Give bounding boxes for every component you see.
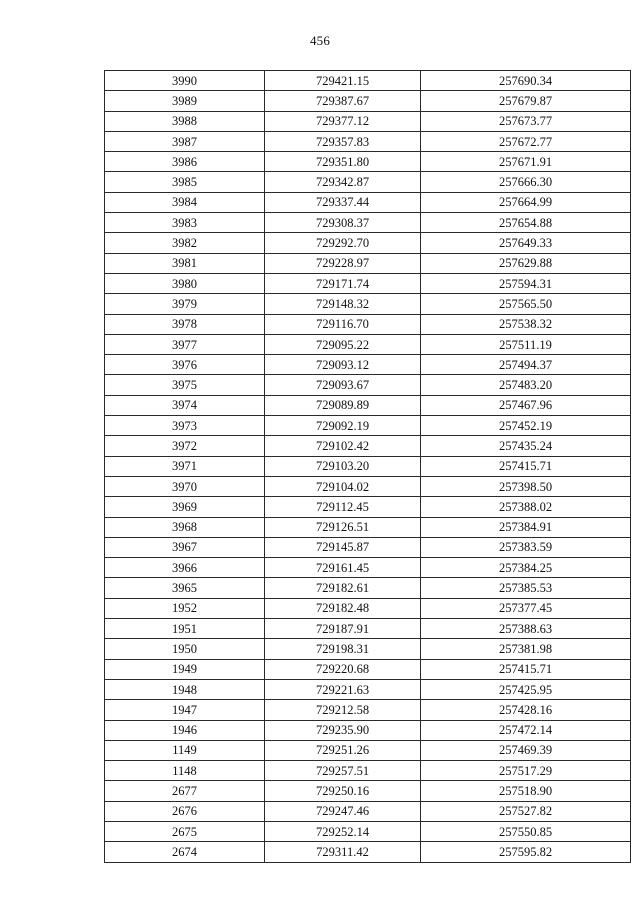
y-coordinate-cell: 257381.98 (421, 639, 631, 659)
x-coordinate-cell: 729161.45 (265, 558, 421, 578)
x-coordinate-cell: 729247.46 (265, 801, 421, 821)
table-row (105, 375, 631, 395)
point-number-cell: 3985 (105, 172, 265, 192)
x-coordinate-cell: 729337.44 (265, 192, 421, 212)
x-coordinate-cell: 729221.63 (265, 679, 421, 699)
x-coordinate-cell: 729212.58 (265, 700, 421, 720)
table-row (105, 700, 631, 720)
x-coordinate-cell: 729182.48 (265, 598, 421, 618)
coordinates-table-body (105, 71, 631, 863)
table-row (105, 355, 631, 375)
x-coordinate-cell: 729103.20 (265, 456, 421, 476)
x-coordinate-cell: 729198.31 (265, 639, 421, 659)
page-number: 456 (309, 33, 331, 48)
point-number-cell: 3988 (105, 111, 265, 131)
x-coordinate-cell: 729095.22 (265, 334, 421, 354)
x-coordinate-cell: 729187.91 (265, 619, 421, 639)
point-number-cell: 3973 (105, 416, 265, 436)
y-coordinate-cell: 257472.14 (421, 720, 631, 740)
y-coordinate-cell: 257654.88 (421, 213, 631, 233)
table-row (105, 111, 631, 131)
y-coordinate-cell: 257550.85 (421, 821, 631, 841)
table-row (105, 91, 631, 111)
x-coordinate-cell: 729235.90 (265, 720, 421, 740)
table-row (105, 476, 631, 496)
table-row (105, 720, 631, 740)
table-row (105, 761, 631, 781)
y-coordinate-cell: 257594.31 (421, 273, 631, 293)
table-row (105, 842, 631, 862)
y-coordinate-cell: 257518.90 (421, 781, 631, 801)
x-coordinate-cell: 729377.12 (265, 111, 421, 131)
point-number-cell: 3976 (105, 355, 265, 375)
x-coordinate-cell: 729089.89 (265, 395, 421, 415)
y-coordinate-cell: 257377.45 (421, 598, 631, 618)
y-coordinate-cell: 257384.25 (421, 558, 631, 578)
x-coordinate-cell: 729387.67 (265, 91, 421, 111)
table-row (105, 537, 631, 557)
point-number-cell: 3975 (105, 375, 265, 395)
y-coordinate-cell: 257435.24 (421, 436, 631, 456)
x-coordinate-cell: 729145.87 (265, 537, 421, 557)
y-coordinate-cell: 257388.02 (421, 497, 631, 517)
x-coordinate-cell: 729220.68 (265, 659, 421, 679)
x-coordinate-cell: 729351.80 (265, 152, 421, 172)
x-coordinate-cell: 729257.51 (265, 761, 421, 781)
table-row (105, 497, 631, 517)
y-coordinate-cell: 257385.53 (421, 578, 631, 598)
table-row (105, 801, 631, 821)
x-coordinate-cell: 729126.51 (265, 517, 421, 537)
y-coordinate-cell: 257383.59 (421, 537, 631, 557)
table-row (105, 253, 631, 273)
point-number-cell: 3987 (105, 131, 265, 151)
y-coordinate-cell: 257425.95 (421, 679, 631, 699)
table-row (105, 517, 631, 537)
point-number-cell: 3970 (105, 476, 265, 496)
point-number-cell: 1948 (105, 679, 265, 699)
table-row (105, 619, 631, 639)
x-coordinate-cell: 729092.19 (265, 416, 421, 436)
point-number-cell: 1946 (105, 720, 265, 740)
table-row (105, 152, 631, 172)
x-coordinate-cell: 729148.32 (265, 294, 421, 314)
point-number-cell: 1947 (105, 700, 265, 720)
y-coordinate-cell: 257467.96 (421, 395, 631, 415)
table-row (105, 314, 631, 334)
point-number-cell: 3979 (105, 294, 265, 314)
table-row (105, 821, 631, 841)
x-coordinate-cell: 729421.15 (265, 71, 421, 91)
point-number-cell: 3983 (105, 213, 265, 233)
point-number-cell: 1949 (105, 659, 265, 679)
y-coordinate-cell: 257469.39 (421, 740, 631, 760)
y-coordinate-cell: 257527.82 (421, 801, 631, 821)
coordinates-table (104, 70, 631, 863)
y-coordinate-cell: 257565.50 (421, 294, 631, 314)
point-number-cell: 3974 (105, 395, 265, 415)
point-number-cell: 3984 (105, 192, 265, 212)
point-number-cell: 1149 (105, 740, 265, 760)
x-coordinate-cell: 729357.83 (265, 131, 421, 151)
y-coordinate-cell: 257538.32 (421, 314, 631, 334)
point-number-cell: 3977 (105, 334, 265, 354)
x-coordinate-cell: 729311.42 (265, 842, 421, 862)
table-row (105, 294, 631, 314)
x-coordinate-cell: 729171.74 (265, 273, 421, 293)
y-coordinate-cell: 257666.30 (421, 172, 631, 192)
point-number-cell: 3982 (105, 233, 265, 253)
point-number-cell: 3989 (105, 91, 265, 111)
table-row (105, 131, 631, 151)
point-number-cell: 3971 (105, 456, 265, 476)
y-coordinate-cell: 257415.71 (421, 456, 631, 476)
y-coordinate-cell: 257384.91 (421, 517, 631, 537)
point-number-cell: 3965 (105, 578, 265, 598)
point-number-cell: 2676 (105, 801, 265, 821)
x-coordinate-cell: 729251.26 (265, 740, 421, 760)
y-coordinate-cell: 257388.63 (421, 619, 631, 639)
y-coordinate-cell: 257494.37 (421, 355, 631, 375)
point-number-cell: 3980 (105, 273, 265, 293)
table-row (105, 639, 631, 659)
x-coordinate-cell: 729308.37 (265, 213, 421, 233)
point-number-cell: 3978 (105, 314, 265, 334)
point-number-cell: 2674 (105, 842, 265, 862)
point-number-cell: 3972 (105, 436, 265, 456)
table-row (105, 740, 631, 760)
y-coordinate-cell: 257671.91 (421, 152, 631, 172)
point-number-cell: 1951 (105, 619, 265, 639)
x-coordinate-cell: 729093.12 (265, 355, 421, 375)
x-coordinate-cell: 729102.42 (265, 436, 421, 456)
x-coordinate-cell: 729104.02 (265, 476, 421, 496)
table-row (105, 273, 631, 293)
y-coordinate-cell: 257483.20 (421, 375, 631, 395)
y-coordinate-cell: 257664.99 (421, 192, 631, 212)
y-coordinate-cell: 257415.71 (421, 659, 631, 679)
table-row (105, 395, 631, 415)
y-coordinate-cell: 257679.87 (421, 91, 631, 111)
x-coordinate-cell: 729292.70 (265, 233, 421, 253)
table-row (105, 233, 631, 253)
y-coordinate-cell: 257690.34 (421, 71, 631, 91)
point-number-cell: 3966 (105, 558, 265, 578)
table-row (105, 334, 631, 354)
y-coordinate-cell: 257428.16 (421, 700, 631, 720)
point-number-cell: 1952 (105, 598, 265, 618)
y-coordinate-cell: 257517.29 (421, 761, 631, 781)
table-row (105, 659, 631, 679)
table-row (105, 598, 631, 618)
x-coordinate-cell: 729182.61 (265, 578, 421, 598)
x-coordinate-cell: 729252.14 (265, 821, 421, 841)
y-coordinate-cell: 257673.77 (421, 111, 631, 131)
point-number-cell: 3986 (105, 152, 265, 172)
table-row (105, 578, 631, 598)
x-coordinate-cell: 729250.16 (265, 781, 421, 801)
y-coordinate-cell: 257511.19 (421, 334, 631, 354)
y-coordinate-cell: 257649.33 (421, 233, 631, 253)
table-row (105, 213, 631, 233)
y-coordinate-cell: 257595.82 (421, 842, 631, 862)
y-coordinate-cell: 257672.77 (421, 131, 631, 151)
table-row (105, 192, 631, 212)
table-row (105, 416, 631, 436)
table-row (105, 558, 631, 578)
table-row (105, 436, 631, 456)
x-coordinate-cell: 729112.45 (265, 497, 421, 517)
point-number-cell: 3981 (105, 253, 265, 273)
x-coordinate-cell: 729093.67 (265, 375, 421, 395)
table-row (105, 172, 631, 192)
point-number-cell: 3990 (105, 71, 265, 91)
point-number-cell: 1950 (105, 639, 265, 659)
y-coordinate-cell: 257398.50 (421, 476, 631, 496)
x-coordinate-cell: 729342.87 (265, 172, 421, 192)
point-number-cell: 2677 (105, 781, 265, 801)
x-coordinate-cell: 729116.70 (265, 314, 421, 334)
x-coordinate-cell: 729228.97 (265, 253, 421, 273)
point-number-cell: 3969 (105, 497, 265, 517)
table-row (105, 456, 631, 476)
y-coordinate-cell: 257629.88 (421, 253, 631, 273)
point-number-cell: 3967 (105, 537, 265, 557)
table-row (105, 679, 631, 699)
point-number-cell: 3968 (105, 517, 265, 537)
table-row (105, 71, 631, 91)
table-row (105, 781, 631, 801)
point-number-cell: 2675 (105, 821, 265, 841)
y-coordinate-cell: 257452.19 (421, 416, 631, 436)
point-number-cell: 1148 (105, 761, 265, 781)
